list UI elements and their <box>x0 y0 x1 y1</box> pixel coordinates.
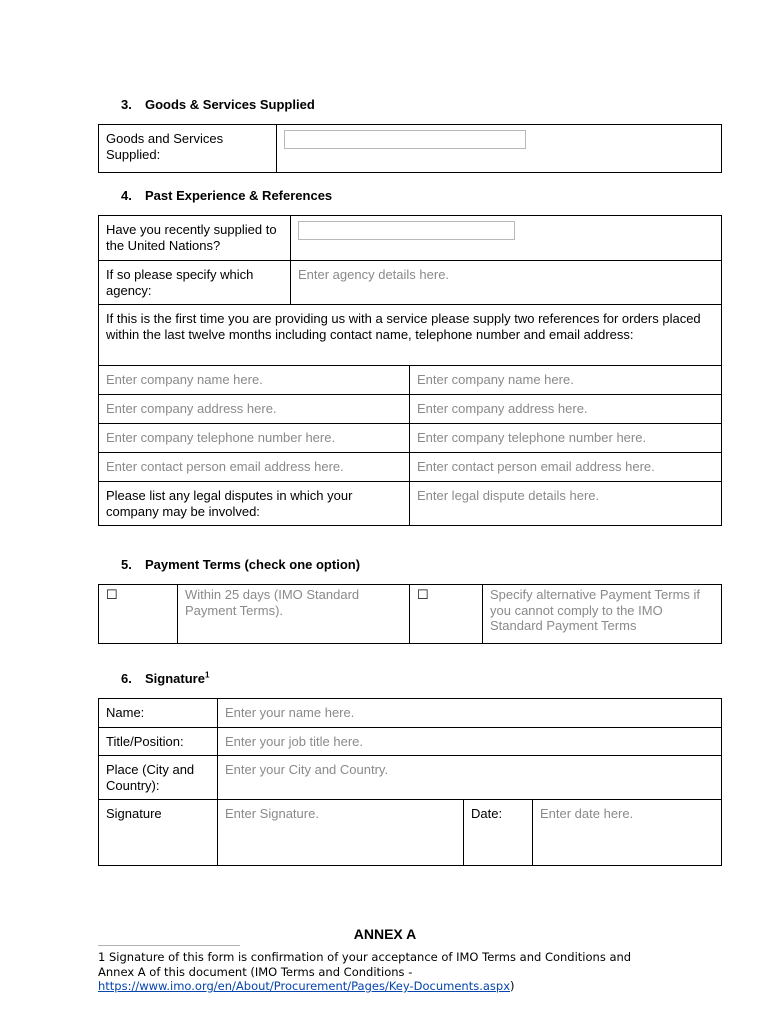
goods-services-cell <box>277 125 722 173</box>
reference-1-email-input[interactable]: Enter contact person email address here. <box>99 453 410 482</box>
references-table <box>98 365 722 526</box>
name-label: Name: <box>99 699 218 728</box>
place-input[interactable]: Enter your City and Country. <box>218 756 722 800</box>
signature-input[interactable]: Enter Signature. <box>218 800 464 866</box>
section-3-title: Goods & Services Supplied <box>145 97 315 112</box>
section-5-heading <box>121 557 360 572</box>
goods-services-label: Goods and Services Supplied: <box>99 125 277 173</box>
legal-disputes-input[interactable]: Enter legal dispute details here. <box>410 482 722 526</box>
un-supplied-input[interactable] <box>298 221 515 240</box>
agency-label: If so please specify which agency: <box>99 261 291 305</box>
reference-1-company-name-input[interactable]: Enter company name here. <box>99 366 410 395</box>
signature-label: Signature <box>99 800 218 866</box>
section-3-number: 3. <box>121 97 132 112</box>
un-supplied-cell <box>291 216 722 261</box>
footnote-closing: ) <box>510 979 515 993</box>
agency-input[interactable]: Enter agency details here. <box>291 261 722 305</box>
references-note: If this is the first time you are providing us with a service please supply two references for orders placed within the last twelve months including contact name, telephone number and email address: <box>99 305 722 366</box>
footnote <box>98 950 658 994</box>
annex-title: ANNEX A <box>353 926 417 942</box>
footnote-reference: 1 <box>204 670 210 680</box>
title-position-label: Title/Position: <box>99 728 218 756</box>
section-3-heading <box>121 97 315 112</box>
section-4-number: 4. <box>121 188 132 203</box>
place-label: Place (City and Country): <box>99 756 218 800</box>
title-position-input[interactable]: Enter your job title here. <box>218 728 722 756</box>
reference-2-company-address-input[interactable]: Enter company address here. <box>410 395 722 424</box>
goods-services-input[interactable] <box>284 130 526 149</box>
signature-table <box>98 698 722 866</box>
section-4-title: Past Experience & References <box>145 188 333 203</box>
alternative-terms-option[interactable]: Specify alternative Payment Terms if you cannot comply to the IMO Standard Payment Terms <box>483 585 722 644</box>
reference-1-phone-input[interactable]: Enter company telephone number here. <box>99 424 410 453</box>
section-6-title: Signature <box>145 671 205 686</box>
footnote-separator <box>98 945 240 946</box>
payment-terms-table <box>98 584 722 644</box>
reference-1-company-address-input[interactable]: Enter company address here. <box>99 395 410 424</box>
section-6-heading <box>121 671 209 686</box>
legal-disputes-label: Please list any legal disputes in which your company may be involved: <box>99 482 410 526</box>
terms-and-conditions-link[interactable]: https://www.imo.org/en/About/Procurement/Pages/Key-Documents.aspx <box>98 979 511 993</box>
section-4-heading <box>121 188 332 203</box>
standard-terms-checkbox[interactable] <box>99 585 178 644</box>
reference-2-email-input[interactable]: Enter contact person email address here. <box>410 453 722 482</box>
experience-table-top <box>98 215 722 366</box>
date-input[interactable]: Enter date here. <box>533 800 722 866</box>
checkbox-icon: ☐ <box>106 587 118 602</box>
un-supplied-label: Have you recently supplied to the United Nations? <box>99 216 291 261</box>
goods-services-table <box>98 124 722 173</box>
reference-2-company-name-input[interactable]: Enter company name here. <box>410 366 722 395</box>
footnote-text: Signature of this form is confirmation of your acceptance of IMO Terms and Conditions and Annex A of this document (IMO Terms and Conditions - <box>98 950 632 979</box>
section-5-title: Payment Terms (check one option) <box>145 557 361 572</box>
checkbox-icon: ☐ <box>417 587 429 602</box>
reference-2-phone-input[interactable]: Enter company telephone number here. <box>410 424 722 453</box>
standard-terms-option: Within 25 days (IMO Standard Payment Terms). <box>178 585 410 644</box>
date-label: Date: <box>464 800 533 866</box>
alternative-terms-checkbox[interactable] <box>410 585 483 644</box>
footnote-number: 1 <box>98 950 106 964</box>
name-input[interactable]: Enter your name here. <box>218 699 722 728</box>
section-5-number: 5. <box>121 557 132 572</box>
section-6-number: 6. <box>121 671 132 686</box>
